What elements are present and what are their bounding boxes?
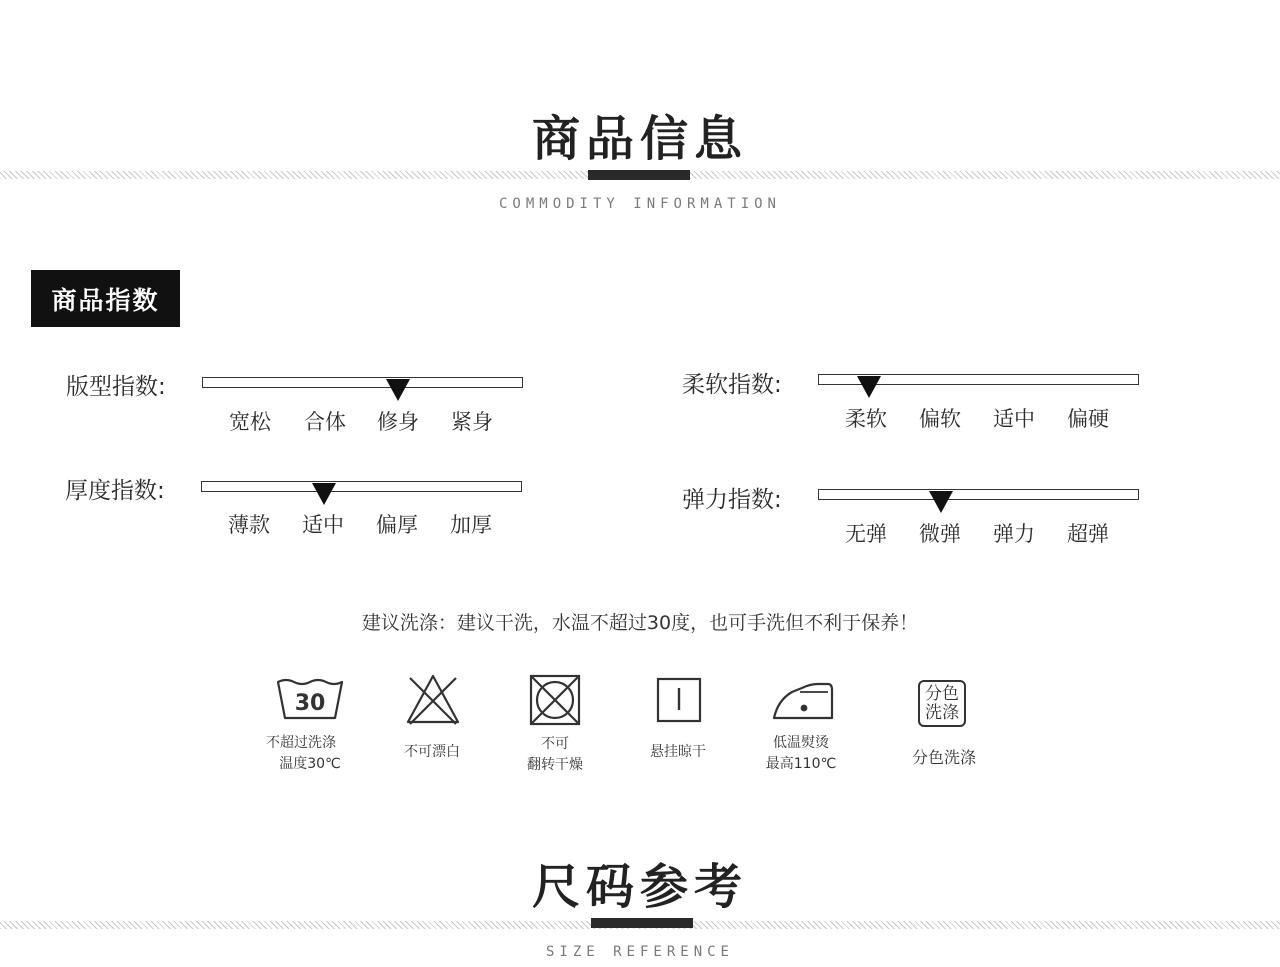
index-track <box>201 481 522 492</box>
separate-wash-text: 分色 <box>925 683 959 704</box>
index-option: 弹力 <box>993 522 1035 546</box>
section-title-commodity: 商品信息 <box>531 111 748 167</box>
care-caption-line: 不超过洗涤 <box>266 735 336 751</box>
hang-dry-icon <box>655 676 703 724</box>
section-subtitle-size: SIZE REFERENCE <box>545 944 734 960</box>
index-label: 厚度指数: <box>65 478 165 504</box>
care-caption <box>246 733 356 775</box>
care-caption-line: 翻转干燥 <box>527 757 583 773</box>
care-caption <box>628 742 728 763</box>
index-marker-icon <box>312 483 336 505</box>
section-subtitle-commodity: COMMODITY INFORMATION <box>498 196 781 212</box>
index-option: 紧身 <box>451 410 493 434</box>
index-marker-icon <box>386 379 410 401</box>
index-option-selected: 适中 <box>302 513 344 537</box>
title-underline-bar <box>591 918 693 928</box>
wash-recommendation: 建议洗涤：建议干洗，水温不超过30度，也可手洗但不利于保养！ <box>361 612 919 634</box>
index-option-selected: 修身 <box>377 410 419 434</box>
index-option: 偏软 <box>919 407 961 431</box>
title-underline-bar <box>588 170 690 180</box>
care-caption-line: 低温熨烫 <box>773 735 829 751</box>
care-caption-line: 不可漂白 <box>404 744 460 760</box>
index-option: 超弹 <box>1067 522 1109 546</box>
index-marker-icon <box>929 491 953 513</box>
index-label: 版型指数: <box>66 374 166 400</box>
index-track <box>818 489 1139 500</box>
care-caption-line: 最高110℃ <box>765 756 837 772</box>
index-option: 无弹 <box>845 522 887 546</box>
index-option: 加厚 <box>450 513 492 537</box>
care-caption <box>894 747 994 768</box>
no-tumble-dry-icon <box>528 673 582 727</box>
section-title-size: 尺码参考 <box>531 859 748 915</box>
index-option: 偏硬 <box>1067 407 1109 431</box>
care-caption-line: 悬挂晾干 <box>650 744 706 760</box>
index-label: 柔软指数: <box>682 372 782 398</box>
index-option: 适中 <box>993 407 1035 431</box>
wash-30-icon <box>274 676 346 724</box>
index-option-selected: 柔软 <box>845 407 887 431</box>
index-option: 宽松 <box>229 410 271 434</box>
index-label: 弹力指数: <box>682 487 782 513</box>
index-option: 合体 <box>304 410 346 434</box>
care-caption-line: 不可 <box>541 736 569 752</box>
separate-wash-text: 洗涤 <box>925 702 959 723</box>
care-caption-line: 温度30℃ <box>279 756 341 772</box>
care-caption <box>505 734 605 776</box>
index-option: 薄款 <box>228 513 270 537</box>
care-caption-line: 分色洗涤 <box>911 748 976 767</box>
separate-wash-icon <box>918 680 966 727</box>
no-bleach-icon <box>404 672 462 726</box>
index-option-selected: 微弹 <box>919 522 961 546</box>
index-marker-icon <box>857 376 881 398</box>
index-option: 偏厚 <box>376 513 418 537</box>
commodity-index-badge: 商品指数 <box>31 270 180 327</box>
wash-temp-text: 30 <box>294 691 326 716</box>
low-iron-icon <box>770 678 836 724</box>
index-track <box>202 377 523 388</box>
care-caption <box>751 733 851 775</box>
care-caption <box>382 742 482 763</box>
